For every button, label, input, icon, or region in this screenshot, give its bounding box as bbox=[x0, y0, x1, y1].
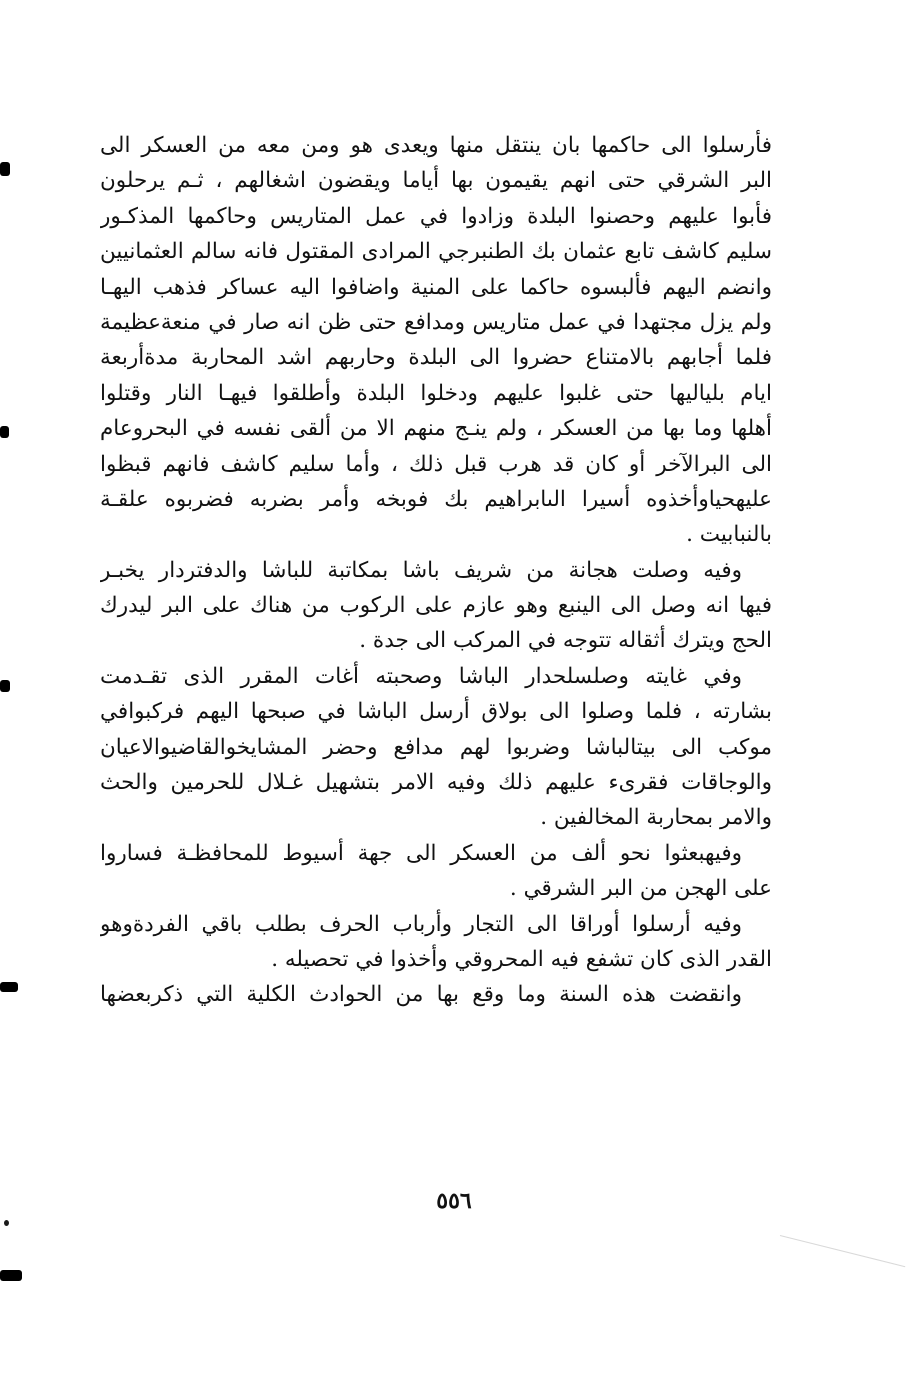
text-line: وفيه أرسلوا أوراقا الى التجار وأرباب الحرف بطلب باقي الفردةوهو bbox=[100, 911, 742, 937]
text-line: وانضم اليهم فألبسوه حاكما على المنية واضافوا اليه عساكر فذهب اليهـا bbox=[100, 274, 772, 300]
binding-mark bbox=[0, 426, 9, 438]
page-number: ٥٥٦ bbox=[436, 1188, 472, 1214]
text-line: وانقضت هذه السنة وما وقع بها من الحوادث الكلية التي ذكربعضها bbox=[100, 982, 742, 1008]
text-line: ولم يزل مجتهدا في عمل متاريس ومدافع حتى ظن انه صار في منعةعظيمة bbox=[100, 309, 772, 335]
text-line: سليم كاشف تابع عثمان بك الطنبرجي المرادى المقتول فانه سالم العثمانيين bbox=[100, 239, 772, 265]
text-line: موكب الى بيتالباشا وضربوا لهم مدافع وحضر المشايخوالقاضيوالاعيان bbox=[100, 734, 772, 760]
scan-artifact-line bbox=[780, 1235, 905, 1267]
text-line: ايام بلياليها حتى غلبوا عليهم ودخلوا البلدة وأطلقوا فيهـا النار وقتلوا bbox=[100, 380, 772, 406]
text-line: الحج ويترك أثقاله تتوجه في المركب الى جدة . bbox=[359, 628, 772, 654]
text-line: فأبوا عليهم وحصنوا البلدة وزادوا في عمل المتاريس وحاكمها المذكـور bbox=[100, 203, 772, 229]
binding-mark bbox=[0, 982, 18, 992]
text-line: الى البرالآخر أو كان قد هرب قبل ذلك ، وأما سليم كاشف فانهم قبظوا bbox=[100, 451, 772, 477]
text-line: والامر بمحاربة المخالفين . bbox=[540, 805, 772, 831]
text-line: والوجاقات فقرىء عليهم ذلك وفيه الامر بتشهيل غـلال للحرمين والحث bbox=[100, 770, 772, 796]
text-line: البر الشرقي حتى انهم يقيمون بها أياما ويقضون اشغالهم ، ثـم يرحلون bbox=[100, 168, 772, 194]
binding-mark bbox=[0, 162, 10, 176]
text-line: وفيه وصلت هجانة من شريف باشا بمكاتبة للباشا والدفتردار يخبـر bbox=[100, 557, 742, 583]
scan-smudge bbox=[4, 1220, 9, 1226]
binding-mark bbox=[0, 1270, 22, 1281]
text-line: وفيهبعثوا نحو ألف من العسكر الى جهة أسيوط للمحافظـة فساروا bbox=[100, 840, 742, 866]
text-line: وفي غايته وصلسلحدار الباشا وصحبته أغات المقرر الذى تقـدمت bbox=[100, 663, 742, 689]
text-line: عليهحياوأخذوه أسيرا الىابراهيم بك فوبخه وأمر بضربه فضربوه علقـة bbox=[100, 486, 772, 512]
text-line: أهلها وما بها من العسكر ، ولم ينـج منهم الا من ألقى نفسه في البحروعام bbox=[100, 416, 772, 442]
text-line: القدر الذى كان تشفع فيه المحروقي وأخذوا في تحصيله . bbox=[271, 946, 772, 972]
text-line: على الهجن من البر الشرقي . bbox=[509, 876, 772, 902]
text-line: بشارته ، فلما وصلوا الى بولاق أرسل الباشا في صبحها اليهم فركبوافي bbox=[100, 699, 772, 725]
text-line: فيها انه وصل الى الينبع وهو عازم على الركوب من هناك على البر ليدرك bbox=[100, 593, 772, 619]
binding-mark bbox=[0, 680, 10, 692]
text-line: فلما أجابهم بالامتناع حضروا الى البلدة وحاربهم اشد المحاربة مدةأربعة bbox=[100, 345, 772, 371]
text-line: فأرسلوا الى حاكمها بان ينتقل منها ويعدى هو ومن معه من العسكر الى bbox=[100, 133, 772, 158]
main-text bbox=[100, 128, 772, 1013]
text-line: بالنبابيت . bbox=[686, 522, 772, 548]
